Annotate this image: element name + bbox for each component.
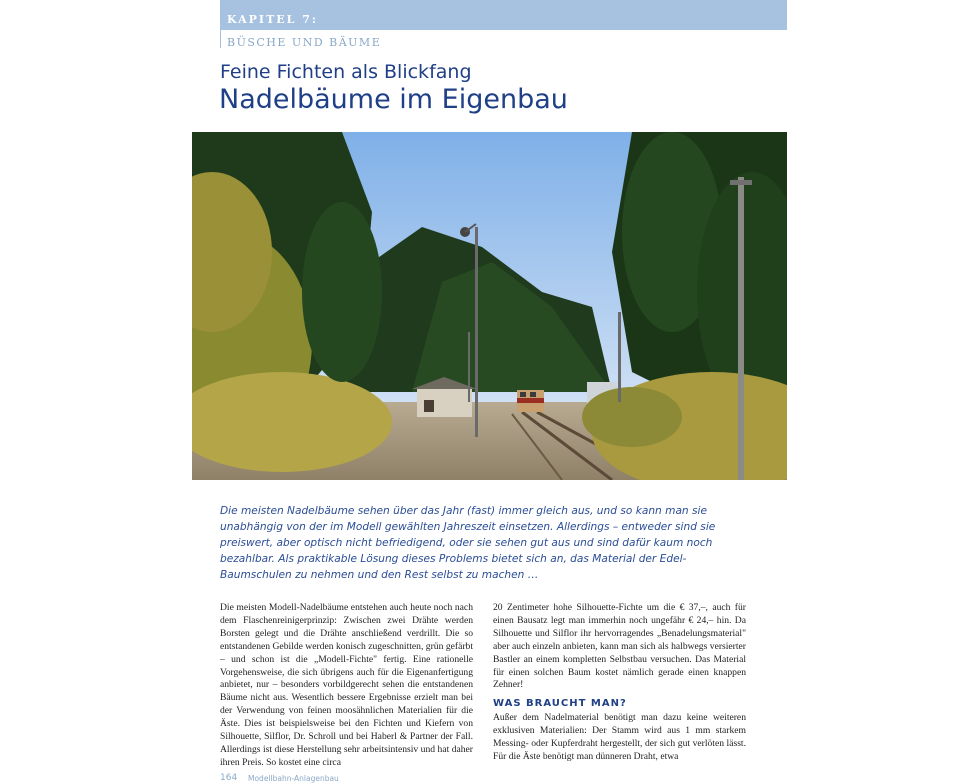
body-column-left: Die meisten Modell-Nadelbäume entstehen auch heute noch nach dem Flaschenreinigerprinzip: Zwischen zwei Drähte werden Borsten gelegt und die Drähte anschließend verdrillt. Die so entstandenen Gebilde werden konisch zugeschnitten, grün gefärbt – und schon ist die „Modell-Fichte" fertig. Eine rationelle Vorgehensweise, die sich übrigens auch für die Eigenanfertigung anbietet, nur – besonders vorbildgerecht sehen die entstandenen Bäume nicht aus. Wesentlich bessere Ergebnisse erzielt man bei der Verwendung von feinen moosähnlichen Materialien für die Äste. Dies ist beispielsweise bei den Fichten und Kiefern von Silhouette, Silflor, Dr. Schroll und bei Haberl & Partner der Fall. Allerdings ist diese Herstellung sehr arbeitsintensiv und hat daher ihren Preis. So kostet eine circa: [220, 602, 473, 768]
section-label: BÜSCHE UND BÄUME: [227, 36, 382, 49]
article-title: Nadelbäume im Eigenbau: [219, 84, 568, 115]
chapter-label: KAPITEL 7:: [227, 13, 318, 26]
body-column-right: 20 Zentimeter hohe Silhouette-Fichte um die € 37,–, auch für einen Bausatz legt man immerhin noch ungefähr € 24,– hin. Da Silhouette und Silflor ihr hervorragendes „Benadelungsmaterial" aber auch einzeln anbieten, kann man sich als halbwegs versierter Bastler an einem kompletten Selbstbau versuchen. Das Material für einen solchen Baum kostet nämlich gerade einen knappen Zehner!: [493, 602, 746, 691]
article-kicker: Feine Fichten als Blickfang: [220, 61, 472, 83]
section-subhead: WAS BRAUCHT MAN?: [493, 698, 627, 709]
model-railway-photo: [192, 132, 787, 480]
publication-name: Modellbahn-Anlagenbau: [248, 774, 339, 783]
page-number: 164: [220, 773, 238, 783]
body-column-right-continued: Außer dem Nadelmaterial benötigt man dazu keine weiteren exklusiven Materialien: Der Stamm wird aus 1 mm starkem Messing- oder Kupferdraht hergestellt, der sich gut verlöten lässt. Für die Äste benötigt man dünneren Draht, etwa: [493, 712, 746, 762]
chapter-rule: [220, 30, 221, 48]
intro-paragraph: Die meisten Nadelbäume sehen über das Jahr (fast) immer gleich aus, und so kann man sie unabhängig von der im Modell gewählten Jahreszeit einsetzen. Allerdings – entweder sind sie preiswert, aber optisch nicht befriedigend, oder sie sehen gut aus und sind dafür kaum noch bezahlbar. Als praktikable Lösung dieses Problems bietet sich an, das Material der Edel-Baumschulen zu nehmen und den Rest selbst zu machen …: [220, 505, 716, 581]
